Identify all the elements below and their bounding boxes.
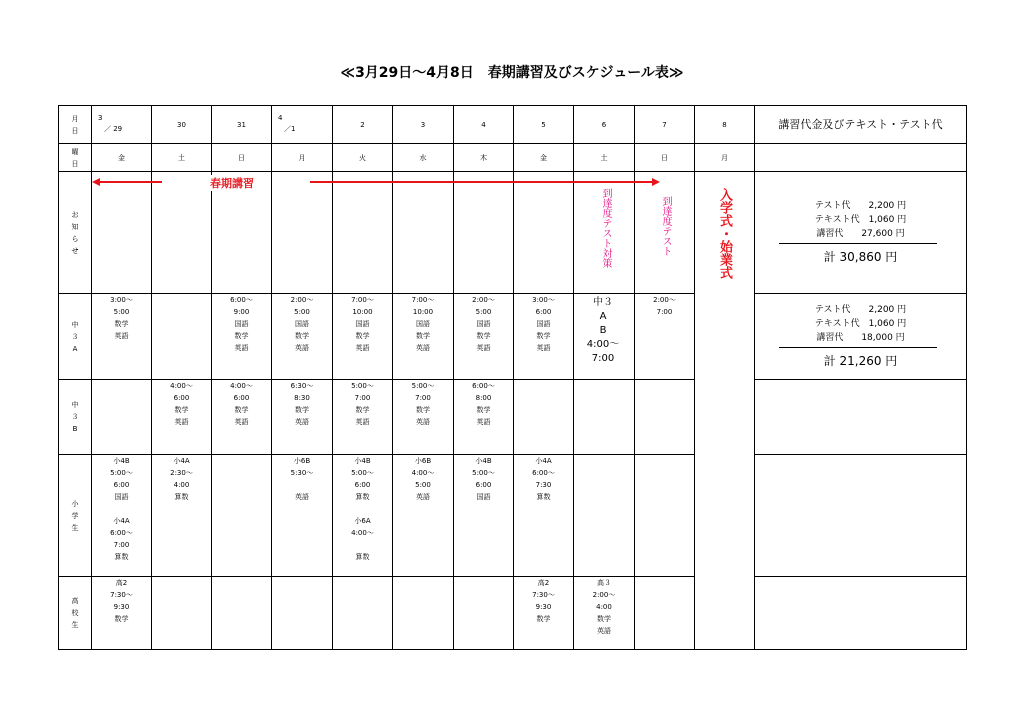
weekday-cell: 金 [514,144,574,172]
schedule-cell [635,577,695,650]
arrow-head-left [92,178,100,186]
schedule-cell [212,455,272,577]
schedule-cell: 小6B 4:00～ 5:00 英語 [393,455,454,577]
date-cell: 30 [152,106,212,144]
schedule-cell: 小4B 5:00～ 6:00 国語 [454,455,514,577]
schedule-cell [152,294,212,380]
schedule-cell: 6:30～ 8:30 数学 英語 [272,380,333,455]
weekday-cell: 月 [272,144,333,172]
schedule-cell [574,455,635,577]
elem-row [59,455,967,577]
arrow-line-left [98,181,162,183]
date-row [59,106,967,144]
schedule-cell: 3:00～ 5:00 数学 英語 [92,294,152,380]
weekday-cell: 木 [454,144,514,172]
fee-items: テスト代 2,200 円 テキスト代 1,060 円 講習代 18,000 円 [814,305,907,343]
schedule-cell: 高３ 2:00～ 4:00 数学 英語 [574,577,635,650]
date-cell: 4 [454,106,514,144]
schedule-cell: 6:00～ 9:00 国語 数学 英語 [212,294,272,380]
schedule-cell: 小4B 5:00～ 6:00 国語 小4A 6:00～ 7:00 算数 [92,455,152,577]
date-cell: 7 [635,106,695,144]
date-cell: 6 [574,106,635,144]
schedule-cell [454,577,514,650]
schedule-cell [333,577,393,650]
row-label-elem: 小 学 生 [59,455,92,577]
schedule-cell [635,380,695,455]
ceremony-label: 入学式・始業式 [715,188,733,296]
weekday-cell: 土 [574,144,635,172]
schedule-cell: 2:00～ 5:00 国語 数学 英語 [272,294,333,380]
notice-row [59,172,967,294]
fee-cell-c3b [755,294,967,380]
date-cell: 8 [695,106,755,144]
fee-cell-c3a [755,172,967,294]
month-label: 3 [98,114,103,122]
date-cell: 2 [333,106,393,144]
date-cell: 3 [393,106,454,144]
schedule-cell: 4:00～ 6:00 数学 英語 [152,380,212,455]
row-label-high: 高 校 生 [59,577,92,650]
schedule-cell: 7:00～ 10:00 国語 数学 英語 [333,294,393,380]
day-label: ／ 29 [104,125,123,133]
schedule-cell: 7:00～ 10:00 国語 数学 英語 [393,294,454,380]
high-row [59,577,967,650]
test-prep-label: 到達度テスト対策 [597,188,611,292]
schedule-cell: 高2 7:30～ 9:30 数学 [514,577,574,650]
schedule-cell: 高2 7:30～ 9:30 数学 [92,577,152,650]
schedule-cell: 6:00～ 8:00 数学 英語 [454,380,514,455]
fee-header: 講習代金及びテキスト・テスト代 [755,106,967,144]
schedule-cell: 4:00～ 6:00 数学 英語 [212,380,272,455]
schedule-cell [393,577,454,650]
weekday-cell: 水 [393,144,454,172]
date-cell: 5 [514,106,574,144]
weekday-cell: 金 [92,144,152,172]
c3b-row [59,380,967,455]
schedule-cell [574,380,635,455]
schedule-cell [514,380,574,455]
month-day-label: 月 日 [59,106,92,144]
spring-course-label: 春期講習 [206,175,258,191]
fee-divider [779,243,937,244]
row-label-c3a: 中 ３ A [59,294,92,380]
schedule-table [58,105,967,650]
fee-total: 計 21,260 円 [823,354,898,368]
weekday-label: 曜 日 [59,144,92,172]
month-label: 4 [278,114,283,122]
weekday-cell: 日 [635,144,695,172]
weekday-cell: 火 [333,144,393,172]
c3a-day6-schedule: 中３ A B 4:00～ 7:00 [580,296,626,374]
schedule-cell [272,577,333,650]
weekday-cell: 月 [695,144,755,172]
schedule-cell: 小6B 5:30～ 英語 [272,455,333,577]
page-title: ≪3月29日～4月8日 春期講習及びスケジュール表≫ [340,65,684,81]
fee-divider [779,347,937,348]
schedule-cell [152,577,212,650]
arrow-line-right [310,181,652,183]
schedule-cell: 5:00～ 7:00 数学 英語 [333,380,393,455]
weekday-cell: 土 [152,144,212,172]
schedule-cell [635,455,695,577]
date-cell [92,106,152,144]
schedule-cell: 2:00～ 5:00 国語 数学 英語 [454,294,514,380]
c3a-row [59,294,967,380]
schedule-cell [92,380,152,455]
fee-total: 計 30,860 円 [823,250,898,264]
test-label: 到達度テスト [657,196,671,276]
day-label: ／1 [284,125,296,133]
schedule-cell [212,577,272,650]
schedule-cell: 5:00～ 7:00 数学 英語 [393,380,454,455]
weekday-cell: 日 [212,144,272,172]
schedule-cell: 小4A 6:00～ 7:30 算数 [514,455,574,577]
date-cell: 31 [212,106,272,144]
schedule-cell: 小4A 2:30～ 4:00 算数 [152,455,212,577]
schedule-cell: 小4B 5:00～ 6:00 算数 小6A 4:00～ 算数 [333,455,393,577]
row-label-c3b: 中 ３ B [59,380,92,455]
fee-items: テスト代 2,200 円 テキスト代 1,060 円 講習代 27,600 円 [814,201,907,239]
arrow-head-right [652,178,660,186]
date-cell [272,106,333,144]
row-label-notice: お 知 ら せ [59,172,92,294]
schedule-cell: 3:00～ 6:00 国語 数学 英語 [514,294,574,380]
weekday-row [59,144,967,172]
schedule-cell: 2:00～ 7:00 [635,294,695,380]
